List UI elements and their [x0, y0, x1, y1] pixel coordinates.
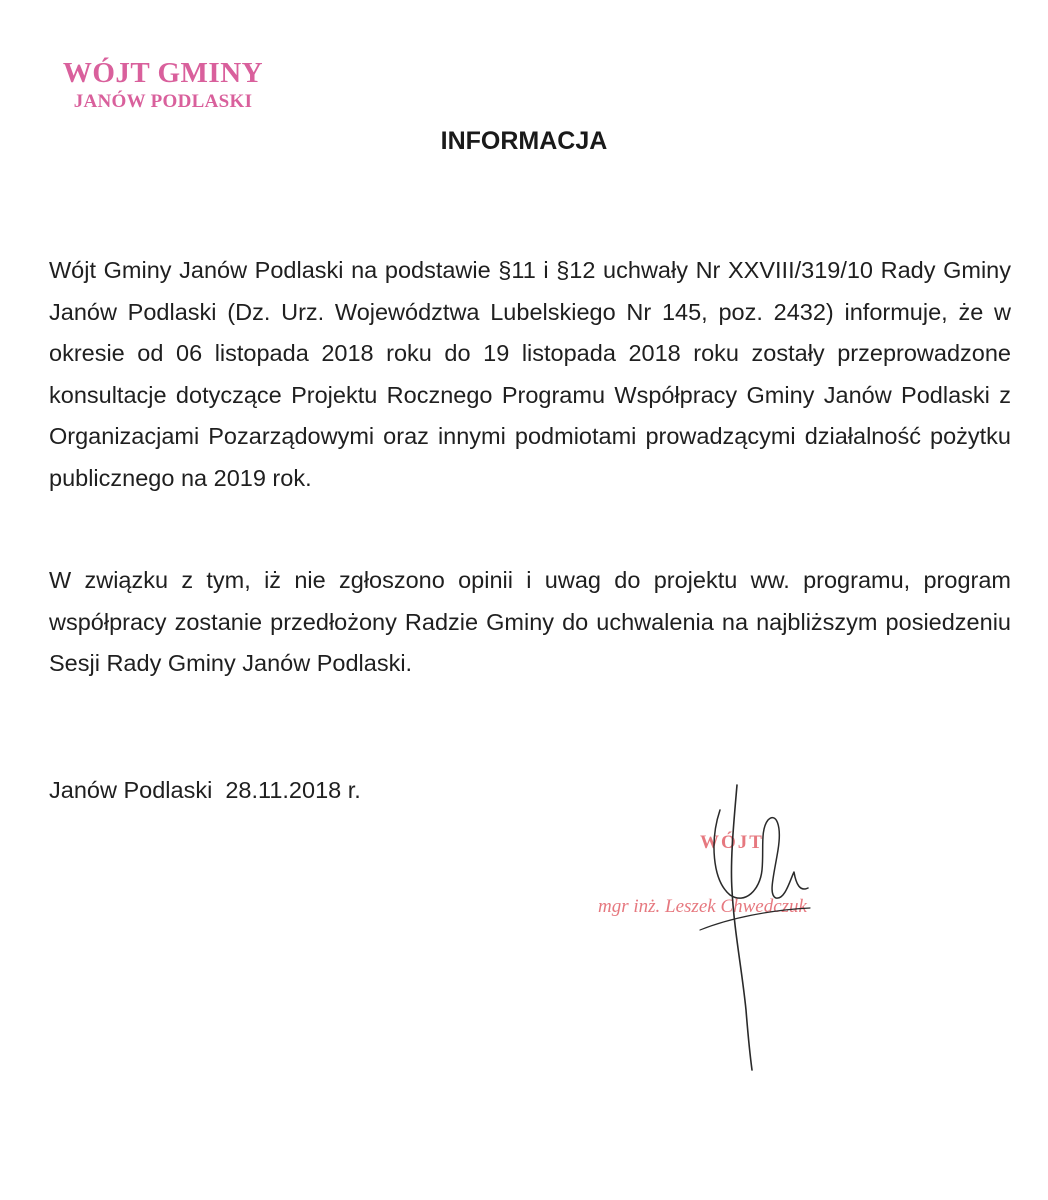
place-and-date: Janów Podlaski 28.11.2018 r. — [49, 777, 361, 803]
signature-stamp-name: mgr inż. Leszek Chwedczuk — [598, 896, 807, 917]
paragraph-program-submission: W związku z tym, iż nie zgłoszono opinii i uwag do projektu ww. programu, program współpracy zostanie przedłożony Radzie Gminy do uchwalenia na najbliższym posiedzeniu Sesji Rady Gminy Janów Podlaski. — [49, 567, 1011, 676]
handwritten-signature — [690, 780, 840, 1080]
municipality-header-stamp — [38, 58, 288, 113]
signature-stamp-title: WÓJT — [700, 832, 764, 853]
stamp-line-janow-podlaski: JANÓW PODLASKI — [73, 90, 253, 112]
paragraph-consultation-info: Wójt Gminy Janów Podlaski na podstawie §11 i §12 uchwały Nr XXVIII/319/10 Rady Gminy Janów Podlaski (Dz. Urz. Województwa Lubelskiego Nr 145, poz. 2432) informuje, że w okresie od 06 listopada 2018 roku do 19 listopada 2018 roku zostały przeprowadzone konsultacje dotyczące Projektu Rocznego Programu Współpracy Gminy Janów Podlaski z Organizacjami Pozarządowymi oraz innymi podmiotami prowadzącymi działalność pożytku publicznego na 2019 rok. — [49, 257, 1011, 491]
document-title: INFORMACJA — [440, 127, 608, 155]
stamp-line-wojt-gminy: WÓJT GMINY — [62, 57, 264, 89]
